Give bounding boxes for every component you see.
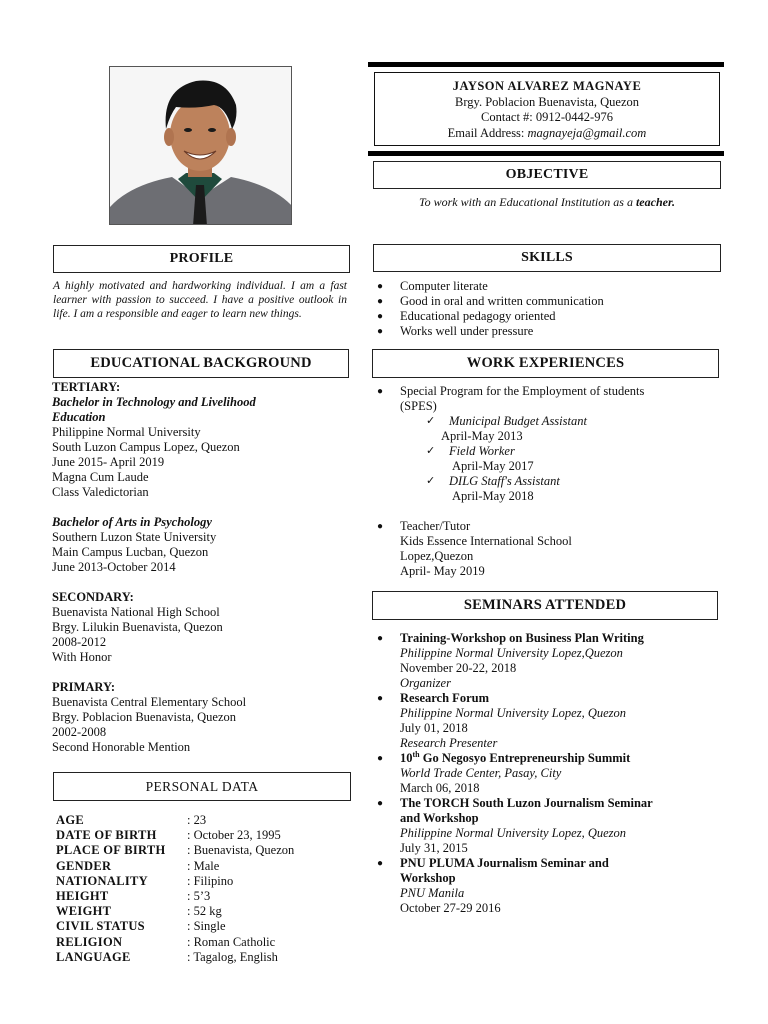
personal-data-key: CIVIL STATUS [56,919,145,934]
school-2: Southern Luzon State University [52,530,217,544]
objective-text-emph: teacher. [635,195,675,209]
seminar-title-cont: and Workshop [400,811,479,825]
personal-data-key: GENDER [56,858,112,873]
tutor-role: ● Teacher/Tutor [374,519,719,534]
secondary-dates: 2008-2012 [52,635,107,649]
seminar-venue: Philippine Normal University Lopez,Quezon [400,646,623,660]
seminars-heading: SEMINARS ATTENDED [372,591,718,620]
school-1: Philippine Normal University [52,425,201,439]
header-bottom-rule [368,151,724,156]
secondary-label: SECONDARY: [52,590,134,604]
personal-data-value: : October 23, 1995 [187,828,281,843]
work-heading: WORK EXPERIENCES [372,349,719,378]
seminar-date: November 20-22, 2018 [400,661,517,675]
personal-data-key: LANGUAGE [56,949,131,964]
tutor-location: Lopez,Quezon [400,549,474,563]
seminar-title: ● The TORCH South Luzon Journalism Seminar [374,796,719,811]
personal-data-row [56,828,294,843]
personal-data-row [56,843,294,858]
seminars-section [374,631,719,916]
skill-item: ● Computer literate [374,279,720,294]
personal-data-value: : 52 kg [187,904,222,919]
primary-school: Buenavista Central Elementary School [52,695,247,709]
dates-2: June 2013-October 2014 [52,560,176,574]
personal-data-value: : Male [187,858,220,873]
secondary-address: Brgy. Lilukin Buenavista, Quezon [52,620,223,634]
email-label: Email Address: [447,125,525,140]
primary-label: PRIMARY: [52,680,115,694]
spes-entry-line-1: ● Special Program for the Employment of students [374,384,719,399]
primary-dates: 2002-2008 [52,725,107,739]
personal-data-value: : Roman Catholic [187,934,276,949]
contact-number: Contact #: 0912-0442-976 [481,110,613,124]
job-role: ✓ DILG Staff's Assistant [426,474,719,489]
seminar-venue: World Trade Center, Pasay, City [400,766,562,780]
personal-data-row [56,950,294,965]
personal-data-key: NATIONALITY [56,873,148,888]
personal-data-key: WEIGHT [56,904,112,919]
primary-address: Brgy. Poblacion Buenavista, Quezon [52,710,236,724]
email-line [375,126,719,142]
profile-heading: PROFILE [53,245,350,273]
personal-data-key: AGE [56,813,84,827]
seminar-title-number: 10 [400,751,413,765]
seminar-venue: Philippine Normal University Lopez, Quezon [400,826,627,840]
objective-text-prefix: To work with an Educational Institution as a [419,195,633,209]
personal-data-key: PLACE OF BIRTH [56,843,166,858]
seminar-title-cont: Workshop [400,871,456,885]
personal-data-value: : 23 [187,813,207,827]
personal-data-section [56,813,294,965]
skill-item: ● Good in oral and written communication [374,294,720,309]
work-section [374,384,719,579]
job-role: ✓ Municipal Budget Assistant [426,414,719,429]
campus-2: Main Campus Lucban, Quezon [52,545,209,559]
header-top-rule [368,62,724,67]
personal-data-table [56,813,294,965]
job-role: ✓ Field Worker [426,444,719,459]
seminar-venue: PNU Manila [400,886,465,900]
secondary-school: Buenavista National High School [52,605,220,619]
honor-1a: Magna Cum Laude [52,470,149,484]
seminar-title: ● Research Forum [374,691,719,706]
applicant-name: JAYSON ALVAREZ MAGNAYE [452,79,642,93]
personal-data-row [56,813,294,828]
personal-data-value: : Filipino [187,873,234,888]
personal-data-value: : Single [187,919,226,934]
personal-data-value: : Buenavista, Quezon [187,843,295,858]
seminar-title-rest: Go Negosyo Entrepreneurship Summit [419,751,631,765]
email-address: magnayeja@gmail.com [527,125,647,140]
job-dates: April-May 2013 [441,429,523,443]
seminar-date: July 31, 2015 [400,841,468,855]
seminar-title [374,751,719,766]
degree-2: Bachelor of Arts in Psychology [52,515,212,529]
personal-data-value: : 5’3 [187,889,211,904]
objective-text [373,195,721,210]
honor-1b: Class Valedictorian [52,485,149,499]
education-heading: EDUCATIONAL BACKGROUND [53,349,349,378]
spes-entry-line-2: (SPES) [400,399,437,413]
personal-data-key: RELIGION [56,934,123,949]
degree-1-line-1: Bachelor in Technology and Livelihood [52,395,256,409]
skills-heading: SKILLS [373,244,721,272]
person-portrait-illustration [110,67,292,225]
seminar-role: Organizer [400,676,451,690]
seminar-date: July 01, 2018 [400,721,468,735]
contact-header [374,72,720,146]
personal-data-value: : Tagalog, English [187,949,278,964]
tertiary-label: TERTIARY: [52,380,121,394]
job-dates: April-May 2017 [452,459,534,473]
profile-text: A highly motivated and hardworking individual. I am a fast learner with passion to succeed. I have a positive outlook in life. I am a responsible and eager to learn new things. [53,280,347,320]
personal-data-row [56,935,294,950]
degree-1-line-2: Education [52,410,106,424]
primary-honor: Second Honorable Mention [52,740,191,754]
seminar-title: ● Training-Workshop on Business Plan Writing [374,631,719,646]
personal-data-row [56,874,294,889]
secondary-honor: With Honor [52,650,112,664]
personal-data-key: DATE OF BIRTH [56,828,157,843]
skills-list [374,279,720,339]
personal-data-row [56,904,294,919]
profile-photo [109,66,292,225]
seminar-title-ordinal: th [412,749,420,759]
tutor-dates: April- May 2019 [400,564,485,578]
address: Brgy. Poblacion Buenavista, Quezon [455,94,639,109]
objective-heading: OBJECTIVE [373,161,721,189]
personal-data-row [56,889,294,904]
dates-1: June 2015- April 2019 [52,455,165,469]
job-dates: April-May 2018 [452,489,534,503]
skill-item: ● Educational pedagogy oriented [374,309,720,324]
personal-data-key: HEIGHT [56,889,109,904]
personal-data-heading: PERSONAL DATA [53,772,351,801]
campus-1: South Luzon Campus Lopez, Quezon [52,440,240,454]
seminar-role: Research Presenter [400,736,498,750]
skill-item: ● Works well under pressure [374,324,720,339]
seminar-venue: Philippine Normal University Lopez, Quezon [400,706,627,720]
seminar-title: ● PNU PLUMA Journalism Seminar and [374,856,719,871]
seminar-date: March 06, 2018 [400,781,480,795]
personal-data-row [56,859,294,874]
personal-data-row [56,919,294,934]
education-section [52,380,352,755]
seminar-date: October 27-29 2016 [400,901,501,915]
tutor-school: Kids Essence International School [400,534,572,548]
